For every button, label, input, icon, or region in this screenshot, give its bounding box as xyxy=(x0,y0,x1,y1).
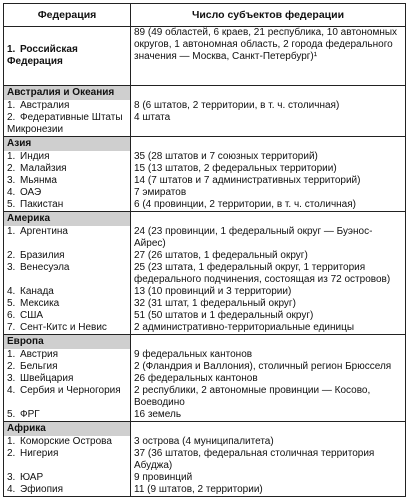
table-row xyxy=(4,286,406,298)
table-row xyxy=(4,262,406,286)
federation-cell xyxy=(4,250,131,262)
subjects-count-cell: 37 (36 штатов, федеральная столичная территория Абуджа) xyxy=(131,448,406,472)
federation-cell xyxy=(4,175,131,187)
subjects-count-cell: 7 эмиратов xyxy=(131,187,406,199)
federation-cell xyxy=(4,226,131,250)
federation-name: Федеративные Штаты Микронезии xyxy=(7,112,123,135)
federation-name: Сент-Китс и Невис xyxy=(20,322,107,333)
federation-name: Мексика xyxy=(20,298,60,309)
federation-name: Бразилия xyxy=(20,250,65,261)
row-number: 4. xyxy=(7,286,16,297)
subjects-count-cell: 6 (4 провинции, 2 территории, в т. ч. столичная) xyxy=(131,199,406,212)
section-empty-cell xyxy=(131,422,406,437)
federation-cell xyxy=(4,100,131,112)
federation-cell xyxy=(4,310,131,322)
federation-name: Швейцария xyxy=(20,373,74,384)
table-row xyxy=(4,349,406,361)
federation-name: Коморские Острова xyxy=(20,436,112,447)
russia-value: 89 (49 областей, 6 краев, 21 республика, 10 автономных округов, 1 автономная область, 2 города федерального значения — Москва, Санкт-Петербург)¹ xyxy=(131,27,406,86)
federation-name: Австралия xyxy=(20,100,70,111)
table-row xyxy=(4,361,406,373)
table-row xyxy=(4,322,406,335)
subjects-count-cell: 51 (50 штатов и 1 федеральный округ) xyxy=(131,310,406,322)
russia-name-cell xyxy=(4,27,131,86)
table-row xyxy=(4,163,406,175)
row-number: 5. xyxy=(7,409,16,420)
subjects-count-cell: 8 (6 штатов, 2 территории, в т. ч. столичная) xyxy=(131,100,406,112)
federation-name: Австрия xyxy=(20,349,59,360)
section-title: Африка xyxy=(4,422,131,437)
federation-name: Венесуэла xyxy=(20,262,70,273)
federation-cell xyxy=(4,409,131,422)
federation-name: Малайзия xyxy=(20,163,67,174)
subjects-count-cell: 27 (26 штатов, 1 федеральный округ) xyxy=(131,250,406,262)
row-number: 1. xyxy=(7,349,16,360)
table-row xyxy=(4,100,406,112)
russia-name: Российская Федерация xyxy=(7,44,78,67)
subjects-count-cell: 9 провинций xyxy=(131,472,406,484)
federation-cell xyxy=(4,385,131,409)
subjects-count-cell: 3 острова (4 муниципалитета) xyxy=(131,436,406,448)
federation-cell xyxy=(4,298,131,310)
subjects-count-cell: 4 штата xyxy=(131,112,406,137)
subjects-count-cell: 13 (10 провинций и 3 территории) xyxy=(131,286,406,298)
row-number: 3. xyxy=(7,262,16,273)
table-row xyxy=(4,250,406,262)
table-row xyxy=(4,373,406,385)
row-number: 2. xyxy=(7,250,16,261)
federation-name: ФРГ xyxy=(20,409,40,420)
section-header-row xyxy=(4,137,406,152)
section-header-row xyxy=(4,335,406,350)
row-number: 2. xyxy=(7,361,16,372)
row-number: 1. xyxy=(7,151,16,162)
federation-name: ЮАР xyxy=(20,472,44,483)
table-row xyxy=(4,409,406,422)
row-number: 1. xyxy=(7,100,16,111)
table-row xyxy=(4,187,406,199)
table-row xyxy=(4,448,406,472)
section-empty-cell xyxy=(131,335,406,350)
row-number: 6. xyxy=(7,310,16,321)
subjects-count-cell: 26 федеральных кантонов xyxy=(131,373,406,385)
table-row xyxy=(4,472,406,484)
section-title: Европа xyxy=(4,335,131,350)
row-number: 7. xyxy=(7,322,16,333)
subjects-count-cell: 14 (7 штатов и 7 административных территорий) xyxy=(131,175,406,187)
federation-cell xyxy=(4,484,131,497)
subjects-count-cell: 2 (Фландрия и Валлония), столичный регион Брюсселя xyxy=(131,361,406,373)
table-row xyxy=(4,175,406,187)
subjects-count-cell: 2 республики, 2 автономные провинции — Косово, Воеводино xyxy=(131,385,406,409)
subjects-count-cell: 32 (31 штат, 1 федеральный округ) xyxy=(131,298,406,310)
section-title: Америка xyxy=(4,212,131,227)
table-header-row xyxy=(4,4,406,27)
federation-cell xyxy=(4,286,131,298)
row-number: 1. xyxy=(7,226,16,237)
header-subjects-count: Число субъектов федерации xyxy=(131,4,406,27)
federation-name: Эфиопия xyxy=(20,484,63,495)
federation-cell xyxy=(4,112,131,137)
federation-cell xyxy=(4,262,131,286)
table-row xyxy=(4,199,406,212)
table-row xyxy=(4,436,406,448)
subjects-count-cell: 2 административно-территориальные единицы xyxy=(131,322,406,335)
federation-name: ОАЭ xyxy=(20,187,42,198)
row-number: 5. xyxy=(7,298,16,309)
subjects-count-cell: 11 (9 штатов, 2 территории) xyxy=(131,484,406,497)
table-row xyxy=(4,310,406,322)
federation-cell xyxy=(4,322,131,335)
section-header-row xyxy=(4,86,406,101)
section-header-row xyxy=(4,212,406,227)
row-number: 2. xyxy=(7,163,16,174)
subjects-count-cell: 35 (28 штатов и 7 союзных территорий) xyxy=(131,151,406,163)
section-empty-cell xyxy=(131,137,406,152)
federation-name: Нигерия xyxy=(20,448,59,459)
federation-cell xyxy=(4,199,131,212)
row-number: 2. xyxy=(7,112,16,123)
federations-table-page xyxy=(3,3,405,493)
row-number: 3. xyxy=(7,373,16,384)
federation-cell xyxy=(4,373,131,385)
russia-num: 1. xyxy=(7,44,16,55)
subjects-count-cell: 9 федеральных кантонов xyxy=(131,349,406,361)
federation-cell xyxy=(4,436,131,448)
section-empty-cell xyxy=(131,212,406,227)
table-row xyxy=(4,385,406,409)
federation-cell xyxy=(4,361,131,373)
row-number: 4. xyxy=(7,385,16,396)
table-row xyxy=(4,112,406,137)
row-number: 4. xyxy=(7,187,16,198)
table-row xyxy=(4,298,406,310)
subjects-count-cell: 15 (13 штатов, 2 федеральных территории) xyxy=(131,163,406,175)
table-row xyxy=(4,484,406,497)
section-empty-cell xyxy=(131,86,406,101)
federation-name: Пакистан xyxy=(20,199,64,210)
federation-cell xyxy=(4,448,131,472)
federation-cell xyxy=(4,472,131,484)
federation-name: Сербия и Черногория xyxy=(20,385,121,396)
header-federation: Федерация xyxy=(4,4,131,27)
row-number: 3. xyxy=(7,472,16,483)
federation-cell xyxy=(4,151,131,163)
table-body xyxy=(4,27,406,497)
table-row xyxy=(4,226,406,250)
row-number: 1. xyxy=(7,436,16,447)
row-number: 3. xyxy=(7,175,16,186)
subjects-count-cell: 16 земель xyxy=(131,409,406,422)
section-header-row xyxy=(4,422,406,437)
federations-table xyxy=(3,3,406,497)
subjects-count-cell: 24 (23 провинции, 1 федеральный округ — Буэнос-Айрес) xyxy=(131,226,406,250)
russia-row xyxy=(4,27,406,86)
row-number: 4. xyxy=(7,484,16,495)
subjects-count-cell: 25 (23 штата, 1 федеральный округ, 1 территория федерального подчинения, состоящая из 72 островов) xyxy=(131,262,406,286)
federation-cell xyxy=(4,163,131,175)
federation-name: Мьянма xyxy=(20,175,57,186)
federation-cell xyxy=(4,187,131,199)
federation-name: Аргентина xyxy=(20,226,68,237)
federation-cell xyxy=(4,349,131,361)
section-title: Азия xyxy=(4,137,131,152)
table-row xyxy=(4,151,406,163)
federation-name: Канада xyxy=(20,286,54,297)
federation-name: США xyxy=(20,310,44,321)
section-title: Австралия и Океания xyxy=(4,86,131,101)
federation-name: Индия xyxy=(20,151,50,162)
row-number: 5. xyxy=(7,199,16,210)
row-number: 2. xyxy=(7,448,16,459)
federation-name: Бельгия xyxy=(20,361,58,372)
